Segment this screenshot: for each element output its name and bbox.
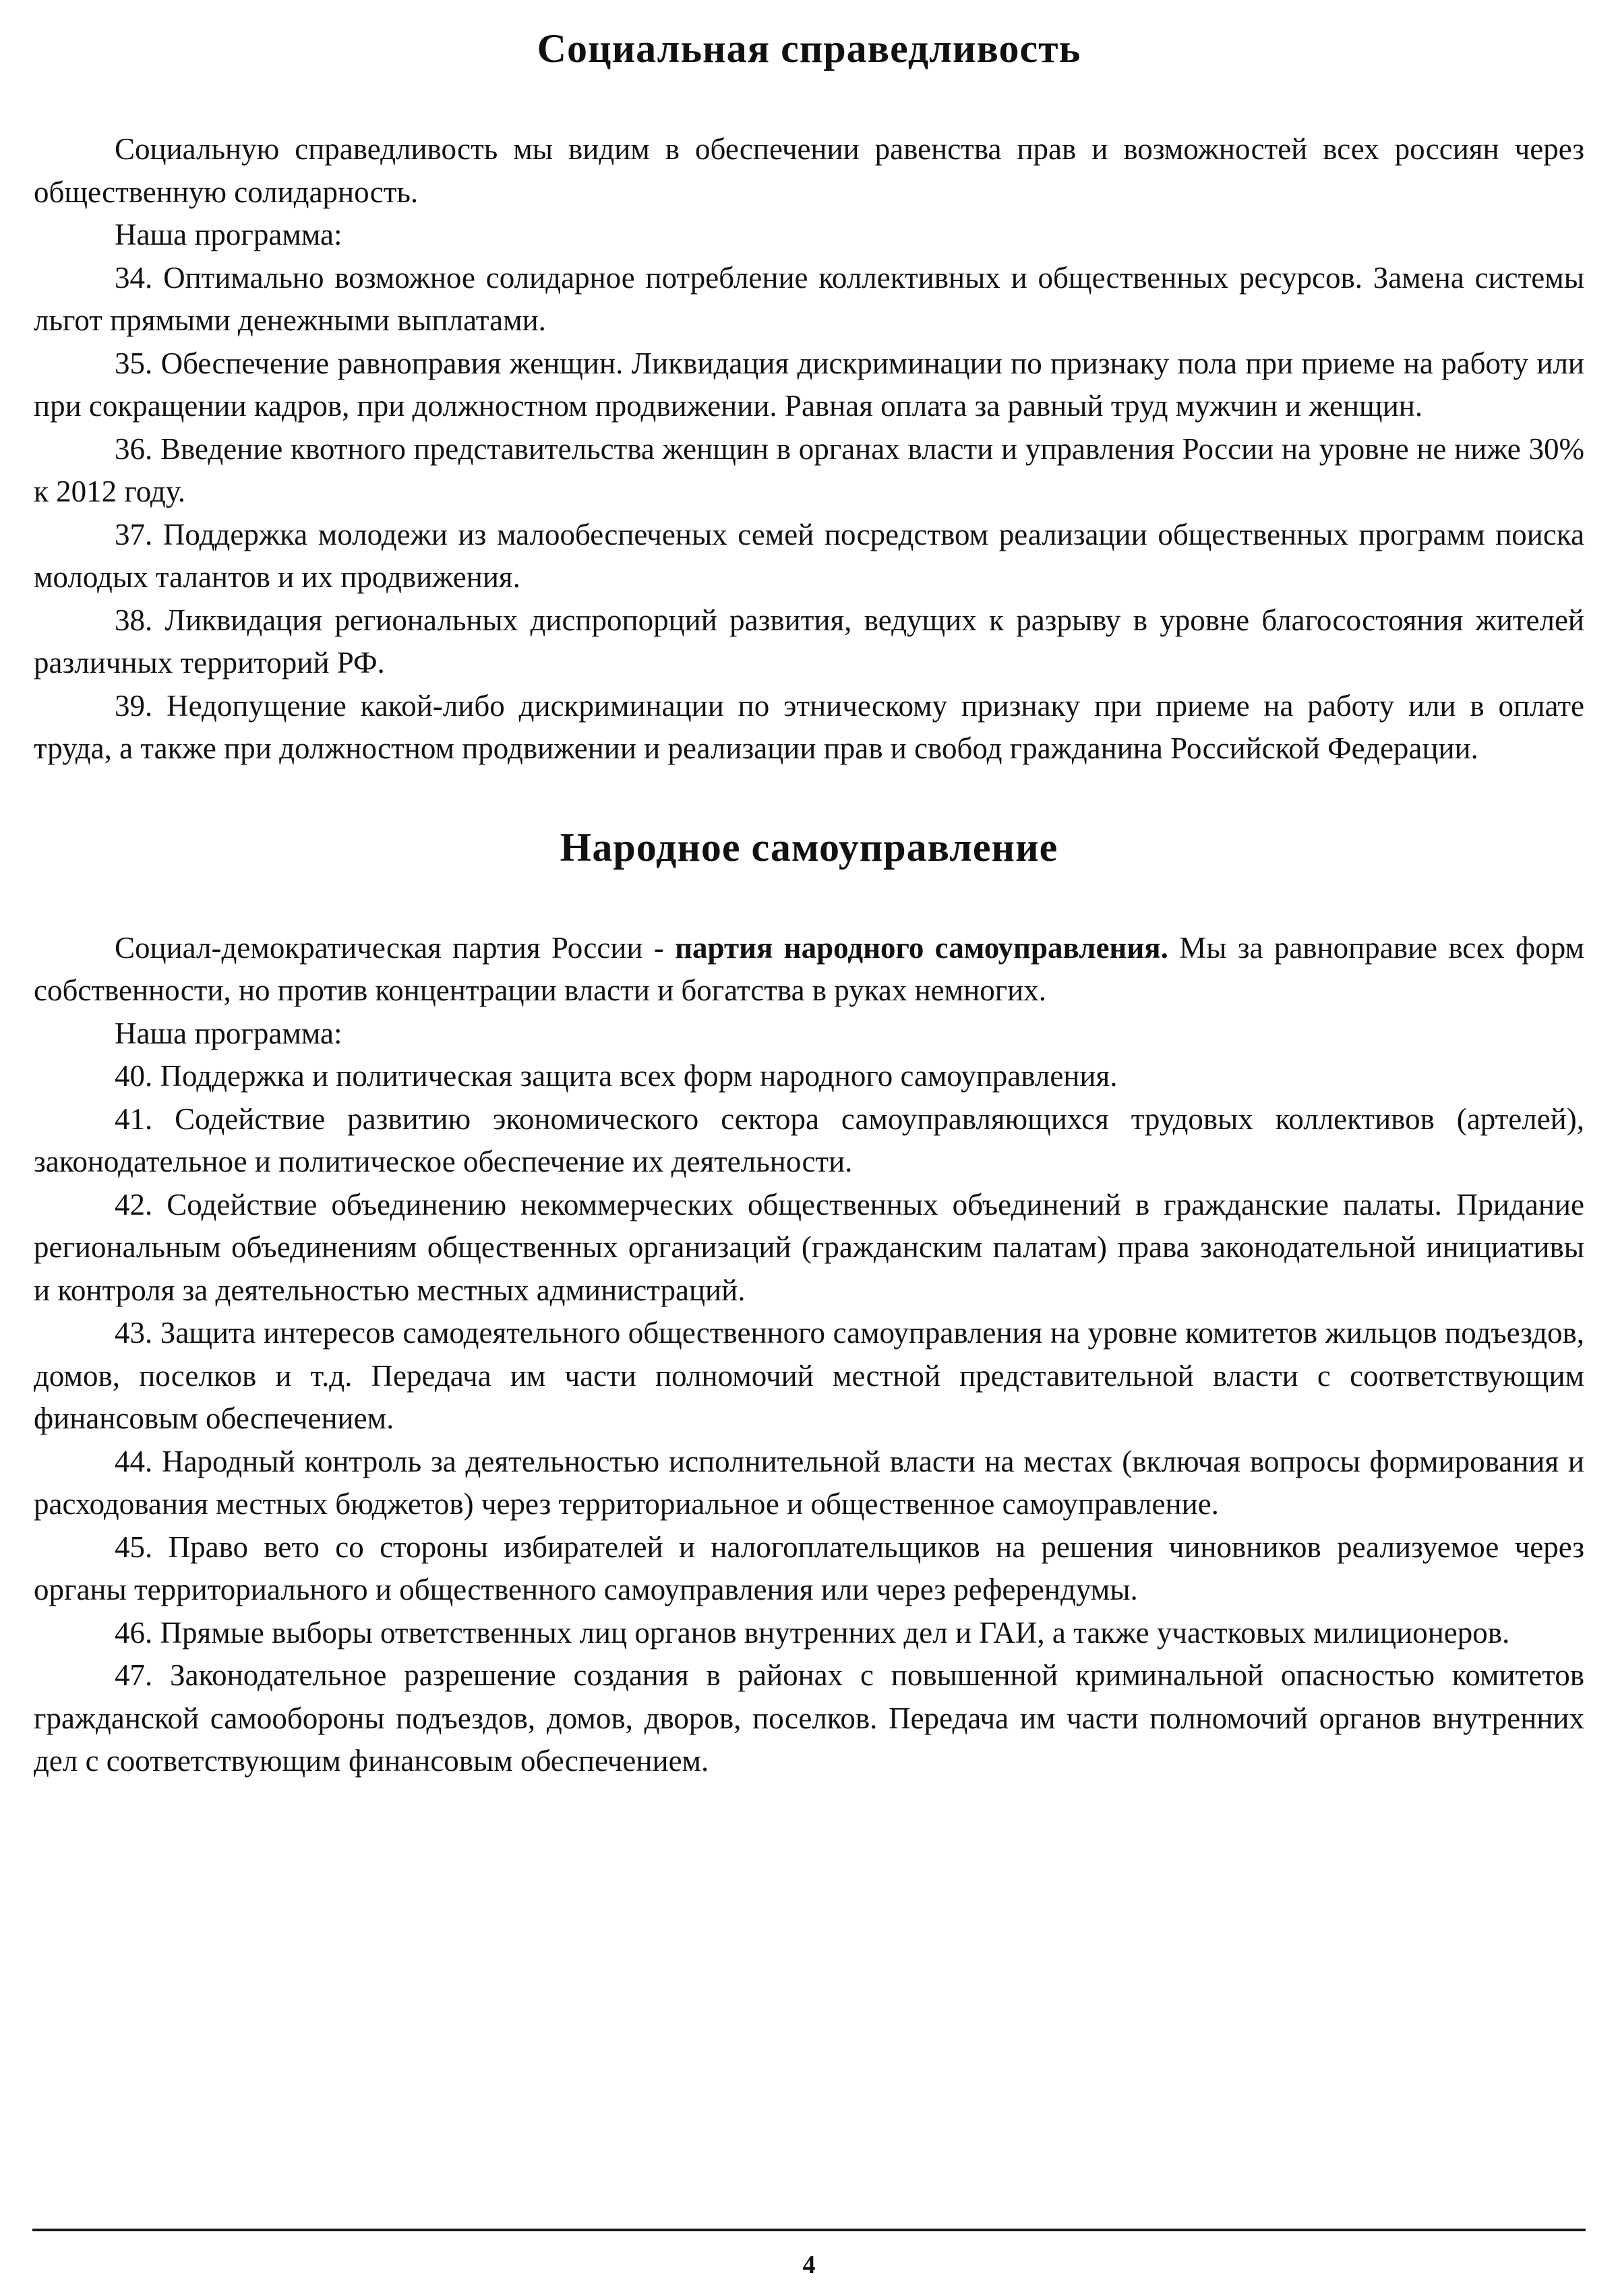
section-title: Социальная справедливость: [537, 26, 1081, 71]
program-item-34: 34. Оптимально возможное солидарное потребление коллективных и общественных ресурсов. Замена системы льгот прямыми денежными выплатами.: [34, 260, 1584, 337]
program-item-38: 38. Ликвидация региональных диспропорций развития, ведущих к разрыву в уровне благосостояния жителей различных территорий РФ.: [34, 603, 1584, 679]
footer-divider: [32, 2229, 1586, 2231]
program-item-35: 35. Обеспечение равноправия женщин. Ликвидация дискриминации по признаку пола при приеме на работу или при сокращении кадров, при должностном продвижении. Равная оплата за равный труд мужчин и женщин.: [34, 346, 1584, 423]
program-item-42: 42. Содействие объединению некоммерческих общественных объединений в гражданские палаты. Придание региональным объединениям общественных организаций (гражданским палатам) права законодательной инициативы и контроля за деятельностью местных администраций.: [34, 1187, 1584, 1307]
program-item-45: 45. Право вето со стороны избирателей и налогоплательщиков на решения чиновников реализуемое через органы территориального и общественного самоуправления или через референдумы.: [34, 1530, 1584, 1606]
page-content: [34, 15, 1584, 1783]
program-item-44: 44. Народный контроль за деятельностью исполнительной власти на местах (включая вопросы формирования и расходования местных бюджетов) через территориальное и общественное самоуправление.: [34, 1444, 1584, 1521]
section-self-governance: [34, 814, 1584, 1783]
program-item-46: 46. Прямые выборы ответственных лиц органов внутренних дел и ГАИ, а также участковых милиционеров.: [115, 1615, 1510, 1650]
page-number: 4: [802, 2251, 816, 2279]
program-item-47: 47. Законодательное разрешение создания в районах с повышенной криминальной опасностью комитетов гражданской самообороны подъездов, домов, дворов, поселков. Передача им части полномочий органов внутренних дел с соответствующим финансовым обеспечением.: [34, 1658, 1584, 1778]
program-item-43: 43. Защита интересов самодеятельного общественного самоуправления на уровне комитетов жильцов подъездов, домов, поселков и т.д. Передача им части полномочий местной представительной власти с соответствующим финансовым обеспечением.: [34, 1316, 1584, 1435]
intro-suffix: Мы за равноправие всех форм собственности, но против концентрации власти и богатства в руках немногих.: [34, 930, 1584, 1007]
intro-prefix: Социал-демократическая партия России -: [115, 930, 676, 965]
program-item-37: 37. Поддержка молодежи из малообеспеченых семей посредством реализации общественных программ поиска молодых талантов и их продвижения.: [34, 517, 1584, 594]
program-item-39: 39. Недопущение какой-либо дискриминации по этническому признаку при приеме на работу или в оплате труда, а также при должностном продвижении и реализации прав и свобод гражданина Российской Федерации.: [34, 688, 1584, 765]
program-item-40: 40. Поддержка и политическая защита всех форм народного самоуправления.: [115, 1059, 1118, 1093]
program-label: Наша программа:: [115, 218, 342, 251]
program-item-36: 36. Введение квотного представительства женщин в органах власти и управления России на уровне не ниже 30% к 2012 году.: [34, 431, 1584, 508]
intro-bold-phrase: партия народного самоуправления.: [675, 930, 1168, 965]
section-intro: Социальную справедливость мы видим в обеспечении равенства прав и возможностей всех россиян через общественную солидарность.: [34, 132, 1584, 209]
program-label: Наша программа:: [115, 1016, 342, 1050]
section-intro: [34, 927, 1584, 1013]
section-title: Народное самоуправление: [560, 824, 1058, 870]
program-item-41: 41. Содействие развитию экономического сектора самоуправляющихся трудовых коллективов (артелей), законодательное и политическое обеспечение их деятельности.: [34, 1101, 1584, 1178]
section-social-justice: [34, 15, 1584, 771]
